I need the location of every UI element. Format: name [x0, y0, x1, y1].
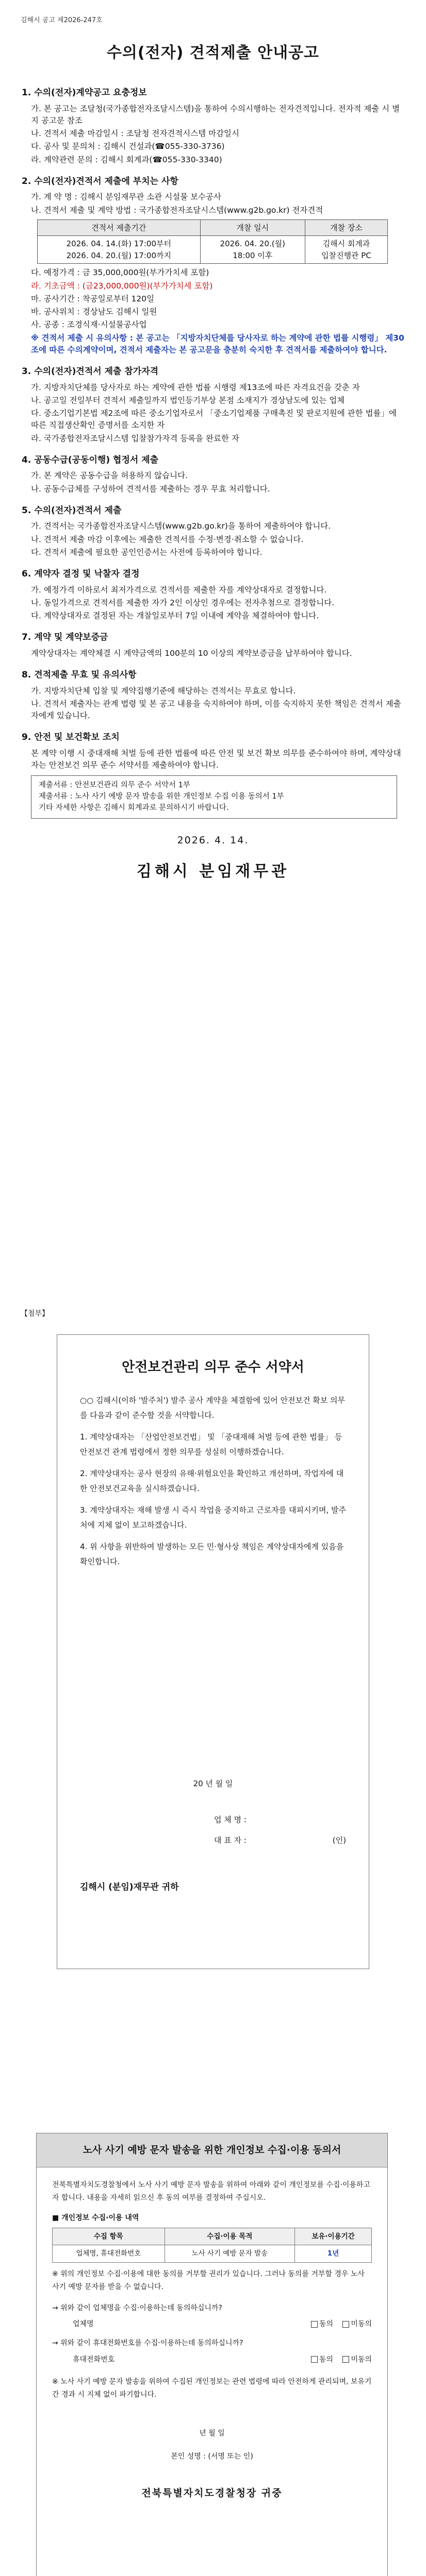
pledge-seal-mark: (인) — [332, 1836, 346, 1845]
section-1-line: 가. 본 공고는 조달청(국가종합전자조달시스템)을 통하여 수의시행하는 전자견적입니다. 전자적 제출 시 별지 공고문 참조 — [31, 104, 400, 125]
consent-header: 수집·이용 목적 — [165, 2228, 294, 2245]
consent-date: 년 월 일 — [199, 2429, 225, 2438]
section-6-title: 6. 계약자 결정 및 낙찰자 결정 — [22, 569, 140, 579]
pledge-paragraph: 1. 계약상대자는 「산업안전보건법」 및 「중대재해 처벌 등에 관한 법률」 등 안전보건 관계 법령에서 정한 의무를 성실히 이행하겠습니다. — [80, 1432, 342, 1456]
section-5-line: 다. 견적서 제출에 필요한 공인인증서는 사전에 등록하여야 합니다. — [31, 547, 263, 557]
consent-item-label: 업체명 — [73, 2320, 94, 2329]
consent-cell: 노사 사기 예방 문자 발송 — [165, 2245, 294, 2262]
consent-cell: 업체명, 휴대전화번호 — [53, 2245, 165, 2262]
pledge-paragraph: 3. 계약상대자는 재해 발생 시 즉시 작업을 중지하고 근로자를 대피시키며, 발주처에 지체 없이 보고하겠습니다. — [80, 1505, 346, 1530]
schedule-header: 개찰 일시 — [200, 219, 305, 236]
section-2-note: ※ 견적서 제출 시 유의사항 : 본 공고는 「지방자치단체를 당사자로 하는 계약에 관한 법률 시행령」 제30조에 따른 수의계약이며, 견적서 제출자는 본 공고문을 충분히 숙지한 후 견적서를 제출하여야 합니다. — [31, 333, 404, 354]
consent-table-title: ■ 개인정보 수집·이용 내역 — [52, 2213, 139, 2222]
consent-item-label: 휴대전화번호 — [73, 2355, 115, 2364]
consent-row-phone — [52, 2353, 372, 2366]
schedule-header: 견적서 제출기간 — [38, 219, 201, 236]
section-1-line: 라. 계약관련 문의 : 김해시 회계과(☎055-330-3340) — [31, 155, 222, 164]
consent-table — [52, 2228, 372, 2263]
section-3-line: 라. 국가종합전자조달시스템 입찰참가자격 등록을 완료한 자 — [31, 433, 239, 443]
section-9-title: 9. 안전 및 보건확보 조치 — [22, 732, 120, 743]
section-3-line: 다. 중소기업기본법 제2조에 따른 중소기업자로서 「중소기업제품 구매촉진 및 판로지원에 관한 법률」에 따른 직접생산확인 증명서를 소지한 자 — [31, 409, 397, 430]
section-2-line: 사. 공종 : 조경식재·시설물공사업 — [31, 320, 147, 330]
pledge-representative-field[interactable] — [80, 1835, 346, 1846]
pledge-paragraph: 4. 위 사항을 위반하여 발생하는 모든 민·형사상 책임은 계약상대자에게 있음을 확인합니다. — [80, 1542, 344, 1566]
consent-cell: 1년 — [295, 2245, 372, 2262]
schedule-table — [37, 219, 388, 264]
consent-note: ※ 위의 개인정보 수집·이용에 대한 동의를 거부할 권리가 있습니다. 그러나 동의를 거부할 경우 노사 사기 예방 문자를 받을 수 없습니다. — [52, 2269, 365, 2291]
disagree-checkbox[interactable] — [342, 2321, 349, 2328]
consent-body — [37, 2167, 387, 2513]
required-documents-box — [31, 775, 397, 818]
disagree-label: 미동의 — [351, 2355, 372, 2364]
notice-date: 2026. 4. 14. — [177, 834, 249, 846]
agree-checkbox[interactable] — [311, 2321, 318, 2328]
section-2-line: 나. 견적서 제출 및 계약 방법 : 국가종합전자조달시스템(www.g2b.go.kr) 전자견적 — [31, 205, 323, 215]
notice-number: 김해시 공고 제2026-247호 — [21, 16, 103, 24]
section-1-line: 다. 공사 및 문의처 : 김해시 건설과(☎055-330-3736) — [31, 142, 225, 151]
section-6-line: 나. 동일가격으로 견적서를 제출한 자가 2인 이상인 경우에는 전자추첨으로 결정합니다. — [31, 598, 335, 607]
section-5-title: 5. 수의(전자)견적서 제출 — [22, 505, 122, 516]
consent-question: → 위와 같이 휴대전화번호를 수집·이용하는데 동의하십니까? — [52, 2339, 243, 2348]
section-1-line: 나. 견적서 제출 마감일시 : 조달청 전자견적시스템 마감일시 — [31, 129, 239, 138]
agree-checkbox[interactable] — [311, 2356, 318, 2363]
section-9-line: 본 계약 이행 시 중대재해 처벌 등에 관한 법률에 따른 안전 및 보건 확보 의무를 준수하여야 하며, 계약상대자는 안전보건 의무 준수 서약서를 제출하여야 합니다. — [31, 748, 401, 770]
section-2-title: 2. 수의(전자)견적서 제출에 부치는 사항 — [22, 176, 178, 187]
section-2-line: 마. 공사기간 : 착공일로부터 120일 — [31, 294, 155, 303]
consent-title: 노사 사기 예방 문자 발송을 위한 개인정보 수집·이용 동의서 — [37, 2133, 387, 2167]
section-7-line: 계약상대자는 계약체결 시 계약금액의 100분의 10 이상의 계약보증금을 납부하여야 합니다. — [31, 648, 352, 658]
section-8-line: 나. 견적서 제출자는 관계 법령 및 본 공고 내용을 숙지하여야 하며, 이를 숙지하지 못한 책임은 견적서 제출자에게 있습니다. — [31, 699, 401, 720]
section-3-line: 나. 공고일 전일부터 견적서 제출일까지 법인등기부상 본점 소재지가 경상남도에 있는 업체 — [31, 395, 345, 405]
consent-signer-field[interactable]: 본인 성명 : (서명 또는 인) — [171, 2452, 253, 2461]
issuer-name: 김해시 분임재무관 — [136, 862, 290, 880]
page-title: 수의(전자) 견적제출 안내공고 — [106, 44, 320, 62]
section-2-line: 다. 예정가격 : 금 35,000,000원(부가가치세 포함) — [31, 268, 209, 278]
consent-header: 보유·이용기간 — [295, 2228, 372, 2245]
consent-intro: 전북특별자치도경찰청에서 노사 사기 예방 문자 발송을 위하여 아래와 같이 개인정보를 수집·이용하고자 합니다. 내용을 자세히 읽으신 후 동의 여부를 결정하여 주십시오. — [52, 2180, 370, 2202]
section-4-line: 나. 공동수급체를 구성하여 견적서를 제출하는 경우 무효 처리합니다. — [31, 484, 270, 494]
consent-header: 수집 항목 — [53, 2228, 165, 2245]
schedule-cell: 2026. 04. 14.(화) 17:00부터 2026. 04. 20.(월) 17:00까지 — [38, 236, 201, 264]
pledge-paragraph: ○○ 김해시(이하 '발주처') 발주 공사 계약을 체결함에 있어 안전보건 확보 의무를 다음과 같이 준수할 것을 서약합니다. — [80, 1396, 346, 1420]
section-5-line: 나. 견적서 제출 마감 이후에는 제출한 견적서를 수정·변경·취소할 수 없습니다. — [31, 534, 304, 544]
notice-body — [22, 77, 404, 883]
agree-label: 동의 — [319, 2355, 333, 2364]
section-8-title: 8. 견적제출 무효 및 유의사항 — [22, 670, 137, 680]
section-3-line: 가. 지방자치단체를 당사자로 하는 계약에 관한 법률 시행령 제13조에 따른 자격요건을 갖춘 자 — [31, 382, 360, 392]
section-2-line: 가. 계 약 명 : 김해시 분임재무관 소관 시설물 보수공사 — [31, 192, 221, 202]
safety-pledge-form — [57, 1334, 369, 1969]
section-1-title: 1. 수의(전자)계약공고 요충정보 — [22, 88, 147, 98]
section-2-line: 라. 기초금액 : (금23,000,000원)(부가가치세 포함) — [31, 281, 213, 291]
schedule-cell: 김해시 회계과 입찰진행관 PC — [305, 236, 387, 264]
consent-options — [309, 2353, 372, 2366]
consent-options — [309, 2318, 372, 2331]
schedule-header: 개찰 장소 — [305, 219, 387, 236]
agree-label: 동의 — [319, 2320, 333, 2329]
consent-addressee: 전북특별자치도경찰청장 귀중 — [141, 2487, 283, 2499]
pledge-date: 20 년 월 일 — [193, 1779, 233, 1788]
privacy-consent-form — [36, 2133, 388, 2576]
section-4-title: 4. 공동수급(공동이행) 협정서 제출 — [22, 454, 159, 465]
schedule-cell: 2026. 04. 20.(월) 18:00 이후 — [200, 236, 305, 264]
pledge-company-field[interactable]: 업 체 명 : — [214, 1815, 247, 1824]
box-line: 제출서류 : 안전보건관리 의무 준수 서약서 1부 — [39, 781, 190, 790]
section-2-line: 바. 공사위치 : 경상남도 김해시 일원 — [31, 307, 157, 316]
section-3-title: 3. 수의(전자)견적서 제출 참가자격 — [22, 366, 159, 377]
section-6-line: 다. 계약상대자로 결정된 자는 개찰일로부터 7일 이내에 계약을 체결하여야 합니다. — [31, 611, 319, 620]
consent-row-company — [52, 2318, 372, 2331]
section-5-line: 가. 견적서는 국가종합전자조달시스템(www.g2b.go.kr)을 통하여 제출하여야 합니다. — [31, 521, 331, 531]
section-6-line: 가. 예정가격 이하로서 최저가격으로 견적서를 제출한 자를 계약상대자로 결정합니다. — [31, 585, 327, 595]
attachment-label: 【첨부】 — [21, 1310, 50, 1318]
disagree-checkbox[interactable] — [342, 2356, 349, 2363]
box-line: 기타 자세한 사항은 김해시 회계과로 문의하시기 바랍니다. — [39, 803, 229, 812]
box-line: 제출서류 : 노사 사기 예방 문자 발송을 위한 개인정보 수집 이용 동의서 1부 — [39, 792, 284, 801]
pledge-addressee: 김해시 (분임)재무관 귀하 — [80, 1882, 179, 1892]
consent-note-2: ※ 노사 사기 예방 문자 발송을 위하여 수집된 개인정보는 관련 법령에 따라 안전하게 관리되며, 보유기간 경과 시 지체 없이 파기합니다. — [52, 2377, 372, 2399]
disagree-label: 미동의 — [351, 2320, 372, 2329]
section-4-line: 가. 본 계약은 공동수급을 허용하지 않습니다. — [31, 471, 188, 481]
pledge-paragraph: 2. 계약상대자는 공사 현장의 유해·위험요인을 확인하고 개선하며, 작업자에 대한 안전보건교육을 실시하겠습니다. — [80, 1469, 344, 1493]
pledge-body — [57, 1378, 369, 1591]
section-8-line: 가. 지방자치단체 입찰 및 계약집행기준에 해당하는 견적서는 무효로 합니다. — [31, 686, 296, 696]
pledge-representative-label: 대 표 자 : — [214, 1836, 247, 1845]
pledge-title: 안전보건관리 의무 준수 서약서 — [122, 1360, 304, 1375]
consent-question: → 위와 같이 업체명을 수집·이용하는데 동의하십니까? — [52, 2304, 222, 2313]
section-7-title: 7. 계약 및 계약보증금 — [22, 632, 108, 643]
